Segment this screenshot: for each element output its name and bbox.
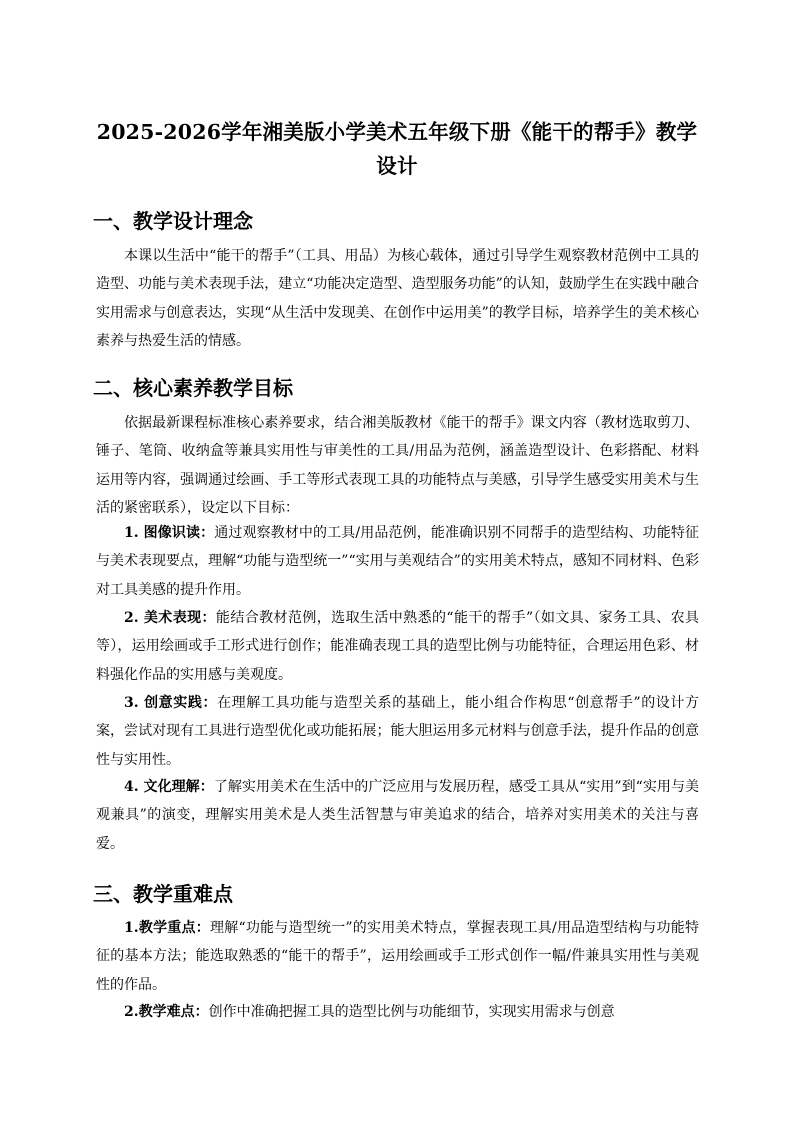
goal-text: 通过观察教材中的工具/用品范例，能准确识别不同帮手的造型结构、功能特征与美术表现要点，理解“功能与造型统一”“实用与美观结合”的实用美术特点，感知不同材料、色彩对工具美感的提升作用。 — [96, 525, 699, 598]
goal-label: 4. 文化理解： — [124, 779, 214, 795]
goal-item-3 — [96, 689, 699, 774]
section1-paragraph: 本课以生活中“能干的帮手”（工具、用品）为核心载体，通过引导学生观察教材范例中工具的造型、功能与美术表现手法，建立“功能决定造型、造型服务功能”的认知，鼓励学生在实践中融合实用需求与创意表达，实现“从生活中发现美、在创作中运用美”的教学目标，培养学生的美术核心素养与热爱生活的情感。 — [96, 248, 699, 350]
key-point-text: 理解“功能与造型统一”的实用美术特点，掌握表现工具/用品造型结构与功能特征的基本方法；能选取熟悉的“能干的帮手”，运用绘画或手工形式创作一幅/件兼具实用性与美观性的作品。 — [96, 920, 699, 993]
difficulty-label: 2.教学难点： — [124, 1004, 209, 1020]
section-heading-2: 二、核心素养教学目标 — [93, 376, 293, 400]
goal-item-4 — [96, 773, 699, 858]
difficulty-text: 创作中准确把握工具的造型比例与功能细节，实现实用需求与创意 — [208, 1004, 615, 1020]
section-heading-3: 三、教学重难点 — [93, 882, 233, 906]
key-point-item — [96, 914, 699, 999]
section-heading-1: 一、教学设计理念 — [93, 209, 253, 233]
document-title: 2025-2026学年湘美版小学美术五年级下册《能干的帮手》教学设计 — [96, 120, 698, 178]
goal-item-1 — [96, 519, 699, 604]
goal-text: 了解实用美术在生活中的广泛应用与发展历程，感受工具从“实用”到“实用与美观兼具”的演变，理解实用美术是人类生活智慧与审美追求的结合，培养对实用美术的关注与喜爱。 — [96, 779, 699, 852]
goal-text: 能结合教材范例，选取生活中熟悉的“能干的帮手”（如文具、家务工具、农具等），运用绘画或手工形式进行创作；能准确表现工具的造型比例与功能特征，合理运用色彩、材料强化作品的实用感与美观度。 — [96, 610, 699, 683]
difficulty-item — [96, 998, 699, 1026]
key-point-label: 1.教学重点： — [124, 920, 210, 936]
goal-text: 在理解工具功能与造型关系的基础上，能小组合作构思“创意帮手”的设计方案，尝试对现有工具进行造型优化或功能拓展；能大胆运用多元材料与创意手法，提升作品的创意性与实用性。 — [96, 695, 699, 768]
section2-intro: 依据最新课程标准核心素养要求，结合湘美版教材《能干的帮手》课文内容（教材选取剪刀、锤子、笔筒、收纳盒等兼具实用性与审美性的工具/用品为范例，涵盖造型设计、色彩搭配、材料运用等内容，强调通过绘画、手工等形式表现工具的功能特点与美感，引导学生感受实用美术与生活的紧密联系），设定以下目标： — [96, 415, 699, 517]
goal-label: 3. 创意实践： — [124, 695, 218, 711]
goal-item-2 — [96, 604, 699, 689]
goal-label: 2. 美术表现： — [124, 610, 216, 626]
goal-label: 1. 图像识读： — [124, 525, 215, 541]
